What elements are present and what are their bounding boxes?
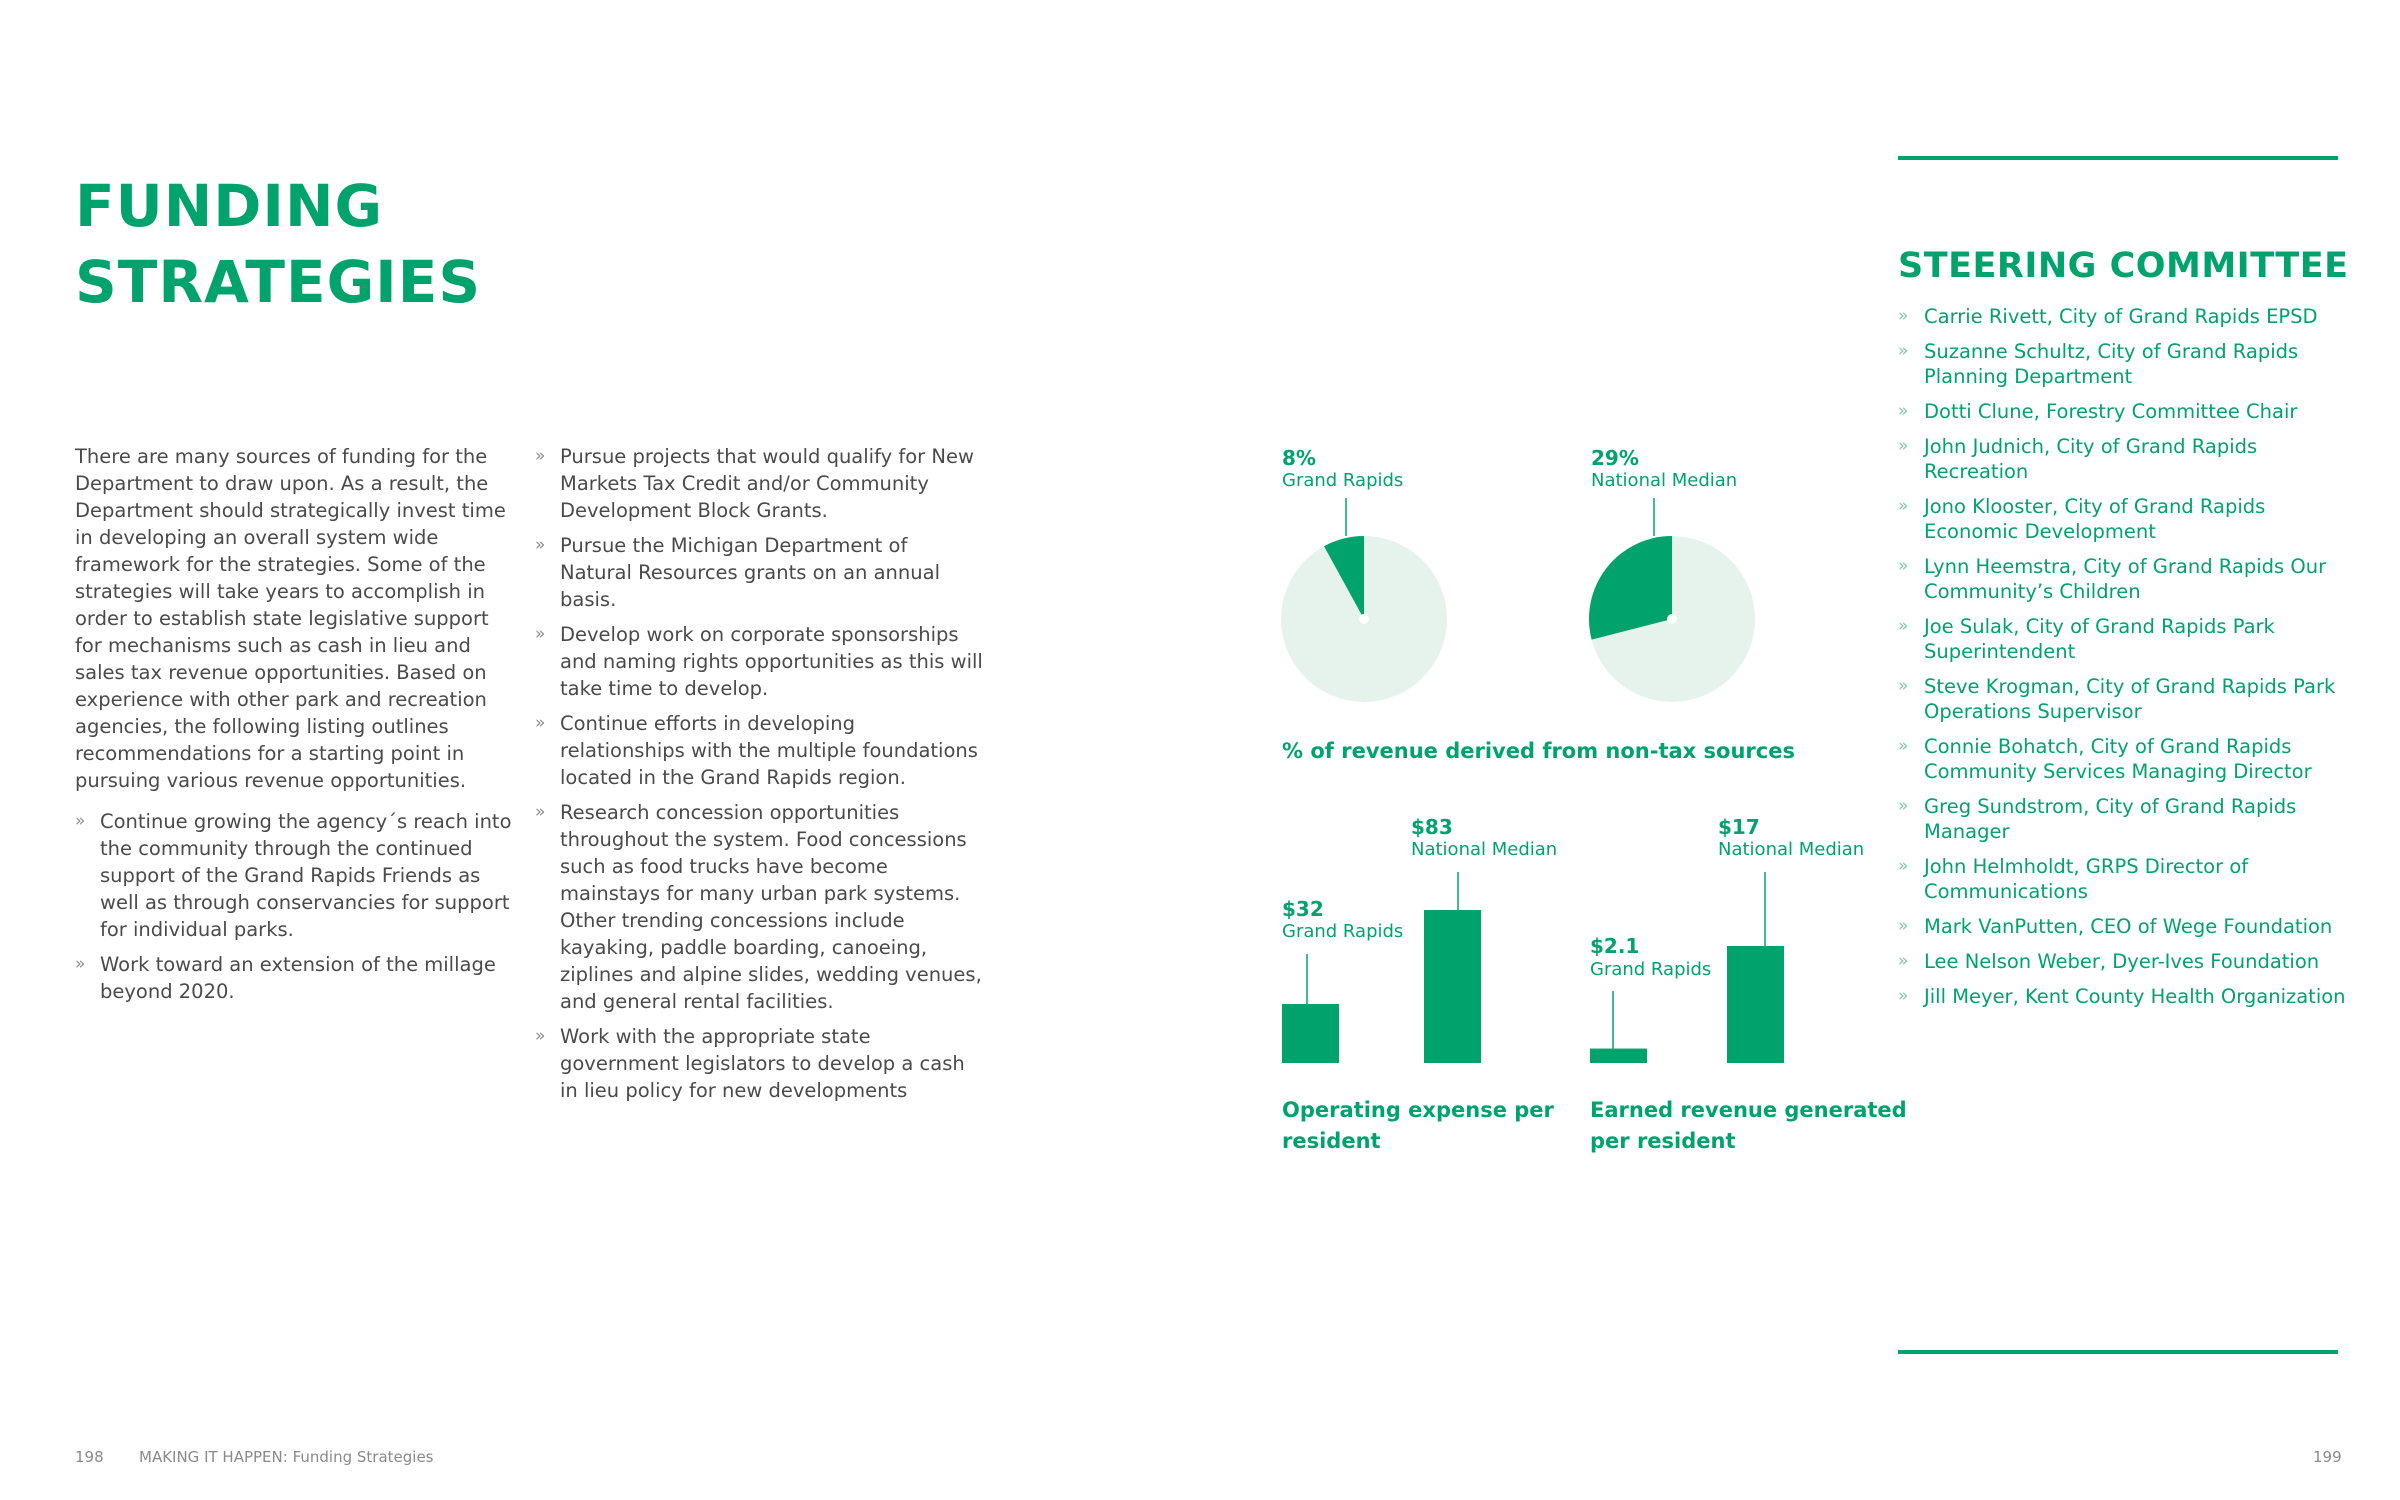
list-item: [1898, 434, 2358, 484]
member-text: Lynn Heemstra, City of Grand Rapids Our Community’s Children: [1924, 555, 2327, 603]
bar2-grand-rapids-value: $2.1: [1590, 934, 1640, 958]
bullet-marker: »: [1898, 436, 1909, 456]
bar2-grand-rapids-label: Grand Rapids: [1590, 959, 1712, 980]
bar2-national-value: $17: [1718, 815, 1760, 839]
bullet-marker: »: [1898, 341, 1909, 361]
list-item: [1898, 794, 2358, 844]
member-text: Jill Meyer, Kent County Health Organization: [1924, 985, 2346, 1008]
member-text: Jono Klooster, City of Grand Rapids Economic Development: [1924, 495, 2266, 543]
bar2-title-line-2: per resident: [1590, 1129, 1736, 1153]
bullet-marker: »: [75, 954, 86, 974]
bullet-marker: »: [1898, 916, 1909, 936]
list-item: [1898, 494, 2358, 544]
list-item: [1898, 614, 2358, 664]
pie-national-value: 29%: [1591, 446, 1639, 470]
member-text: Joe Sulak, City of Grand Rapids Park Superintendent: [1924, 615, 2275, 663]
bullet-marker: »: [1898, 856, 1909, 876]
bullet-marker: »: [1898, 676, 1909, 696]
bullet-marker: »: [1898, 306, 1909, 326]
member-text: Mark VanPutten, CEO of Wege Foundation: [1924, 915, 2333, 938]
bar1-title-line-2: resident: [1282, 1129, 1381, 1153]
list-item: [1898, 734, 2358, 784]
bar1-grand-rapids-value: $32: [1282, 897, 1324, 921]
member-text: Steve Krogman, City of Grand Rapids Park Operations Supervisor: [1924, 675, 2336, 723]
pie-center-dot: [1667, 614, 1677, 624]
page-number-left: 198: [75, 1448, 104, 1466]
footer-section-title: MAKING IT HAPPEN: Funding Strategies: [139, 1448, 434, 1466]
bullet-marker: »: [1898, 401, 1909, 421]
member-text: John Judnich, City of Grand Rapids Recreation: [1924, 435, 2258, 483]
top-rule: [1898, 156, 2338, 160]
pie-chart-title: % of revenue derived from non-tax sources: [1282, 739, 1795, 763]
bullet-marker: »: [535, 535, 546, 555]
bar2-national-label: National Median: [1718, 839, 1865, 860]
list-item: [1898, 304, 2358, 329]
list-item: [1898, 949, 2358, 974]
bar: [1727, 946, 1784, 1063]
bullet-marker: »: [1898, 951, 1909, 971]
list-item-text: Work with the appropriate state government legislators to develop a cash in lieu policy for new developments: [560, 1025, 965, 1102]
member-text: Suzanne Schultz, City of Grand Rapids Planning Department: [1924, 340, 2299, 388]
bullet-marker: »: [1898, 736, 1909, 756]
bullet-marker: »: [535, 802, 546, 822]
bullet-marker: »: [1898, 556, 1909, 576]
member-text: Greg Sundstrom, City of Grand Rapids Manager: [1924, 795, 2297, 843]
member-text: John Helmholdt, GRPS Director of Communications: [1924, 855, 2249, 903]
bullet-marker: »: [75, 811, 86, 831]
bullet-marker: »: [1898, 616, 1909, 636]
pie-grand-rapids-value: 8%: [1282, 446, 1316, 470]
bullet-marker: »: [1898, 796, 1909, 816]
bullet-marker: »: [535, 713, 546, 733]
list-item-text: Research concession opportunities throughout the system. Food concessions such as food trucks have become mainstays for many urban park systems. Other trending concessions include kayaking, paddle boarding, canoeing, ziplines and alpine slides, wedding venues, and general rental facilities.: [560, 801, 982, 1013]
list-item: [1898, 914, 2358, 939]
bar: [1590, 1049, 1647, 1063]
list-item-text: Continue growing the agency´s reach into the community through the continued support of the Grand Rapids Friends as well as through conservancies for support for individual parks.: [100, 810, 512, 941]
bar1-national-label: National Median: [1411, 839, 1558, 860]
bar1-title-line-1: Operating expense per: [1282, 1098, 1554, 1122]
bar: [1424, 910, 1481, 1063]
list-item-text: Work toward an extension of the millage beyond 2020.: [100, 953, 496, 1003]
list-item: [1898, 339, 2358, 389]
pie-center-dot: [1359, 614, 1369, 624]
member-text: Lee Nelson Weber, Dyer-Ives Foundation: [1924, 950, 2320, 973]
bullet-marker: »: [535, 446, 546, 466]
bar2-title-line-1: Earned revenue generated: [1590, 1098, 1907, 1122]
member-text: Dotti Clune, Forestry Committee Chair: [1924, 400, 2298, 423]
steering-committee-list: [1898, 304, 2358, 1019]
list-item: [1898, 854, 2358, 904]
list-item-text: Pursue projects that would qualify for New Markets Tax Credit and/or Community Development Block Grants.: [560, 445, 974, 522]
page-number-right: 199: [2313, 1448, 2342, 1466]
bullet-marker: »: [1898, 496, 1909, 516]
title-line-2: STRATEGIES: [75, 248, 482, 316]
pie-national-label: National Median: [1591, 470, 1738, 491]
list-item-text: Pursue the Michigan Department of Natural Resources grants on an annual basis.: [560, 534, 941, 611]
list-item: [1898, 984, 2358, 1009]
list-item: [1898, 554, 2358, 604]
bar1-grand-rapids-label: Grand Rapids: [1282, 921, 1404, 942]
intro-paragraph: There are many sources of funding for the Department to draw upon. As a result, the Department should strategically invest time in developing an overall system wide framework for the strategies. Some of the strategies will take years to accomplish in order to establish state legislative support for mechanisms such as cash in lieu and sales tax revenue opportunities. Based on experience with other park and recreation agencies, the following listing outlines recommendations for a starting point in pursuing various revenue opportunities.: [75, 445, 506, 792]
title-line-1: FUNDING: [75, 172, 384, 240]
bar: [1282, 1004, 1339, 1063]
list-item-text: Continue efforts in developing relationships with the multiple foundations located in the Grand Rapids region.: [560, 712, 978, 789]
bar1-national-value: $83: [1411, 815, 1453, 839]
member-text: Carrie Rivett, City of Grand Rapids EPSD: [1924, 305, 2318, 328]
list-item: [1898, 674, 2358, 724]
list-item-text: Develop work on corporate sponsorships and naming rights opportunities as this will take time to develop.: [560, 623, 983, 700]
bullet-marker: »: [535, 1026, 546, 1046]
bullet-marker: »: [535, 624, 546, 644]
member-text: Connie Bohatch, City of Grand Rapids Community Services Managing Director: [1924, 735, 2312, 783]
bottom-rule: [1898, 1350, 2338, 1354]
bullet-marker: »: [1898, 986, 1909, 1006]
list-item: [1898, 399, 2358, 424]
steering-committee-title: STEERING COMMITTEE: [1898, 246, 2349, 286]
pie-grand-rapids-label: Grand Rapids: [1282, 470, 1404, 491]
